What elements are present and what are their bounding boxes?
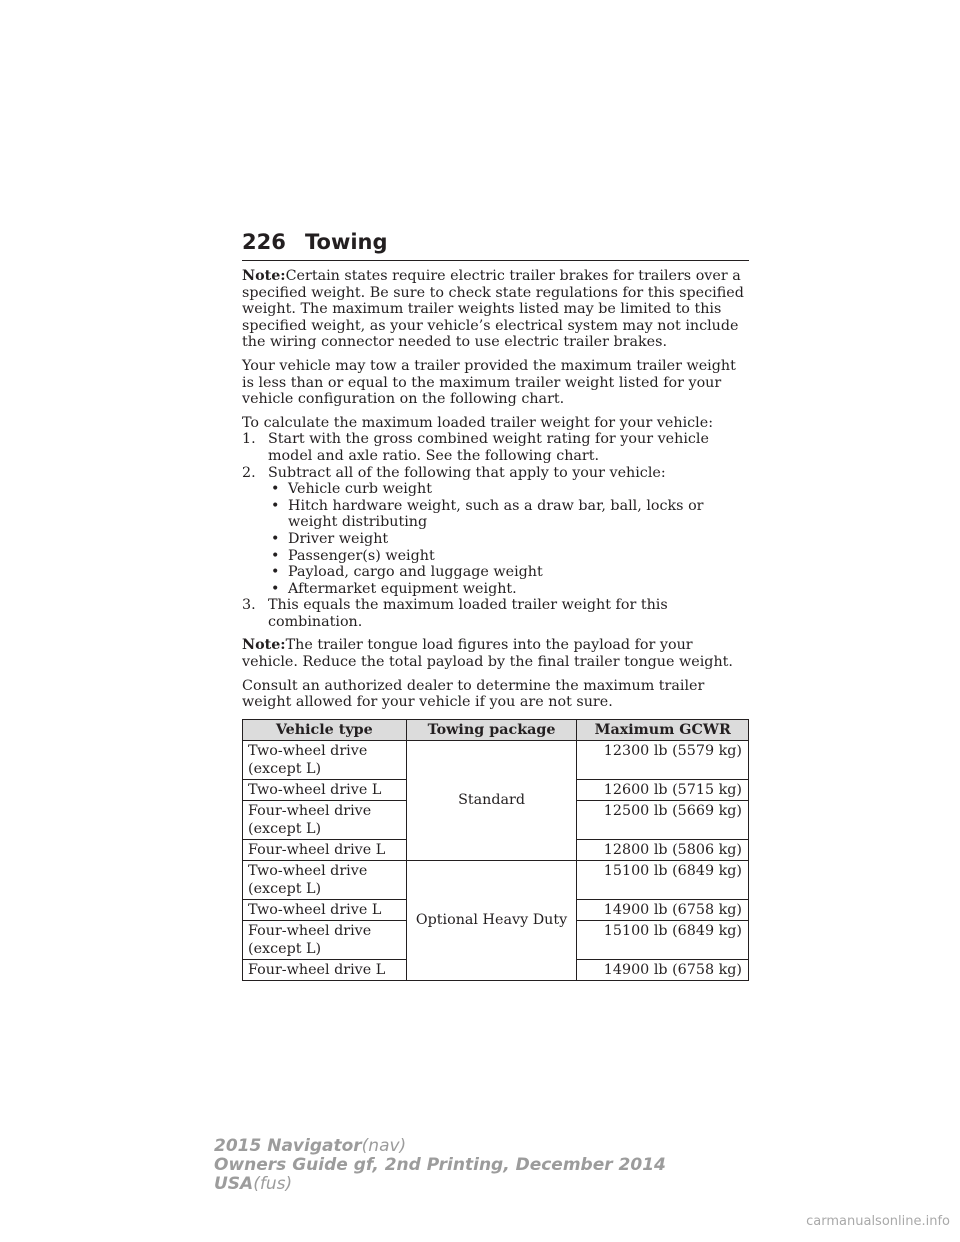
section-title: Towing xyxy=(305,230,388,254)
tow-paragraph: Your vehicle may tow a trailer provided the maximum trailer weight is less than or equal to the maximum trailer weight listed for your vehicle configuration on the following chart. xyxy=(242,357,736,408)
col-header-vehicle-type: Vehicle type xyxy=(243,719,407,740)
bullet-text: Hitch hardware weight, such as a draw bar, ball, locks or weight distributing xyxy=(288,497,704,531)
note-label: Note: xyxy=(242,637,286,654)
bullet-icon: • xyxy=(271,547,280,564)
footer-line-guide: Owners Guide gf, 2nd Printing, December 2014 xyxy=(214,1155,666,1175)
vehicle-type-cell: Two-wheel drive (except L) xyxy=(243,740,407,779)
towing-package-cell: Standard xyxy=(406,740,577,860)
list-item xyxy=(268,581,749,598)
note-label: Note: xyxy=(242,268,286,284)
bullet-icon: • xyxy=(271,580,280,597)
step-item xyxy=(242,431,749,464)
footer-model-code: (nav) xyxy=(361,1136,407,1156)
gcwr-table xyxy=(242,719,749,981)
footer-model: 2015 Navigator xyxy=(214,1136,362,1156)
gcwr-cell: 12600 lb (5715 kg) xyxy=(577,779,749,800)
step-item xyxy=(242,597,749,630)
gcwr-cell: 12500 lb (5669 kg) xyxy=(577,800,749,839)
gcwr-cell: 12800 lb (5806 kg) xyxy=(577,839,749,860)
vehicle-type-cell: Two-wheel drive (except L) xyxy=(243,860,407,899)
vehicle-type-cell: Four-wheel drive (except L) xyxy=(243,800,407,839)
vehicle-type-cell: Two-wheel drive L xyxy=(243,899,407,920)
note-text: Certain states require electric trailer brakes for trailers over a specified weight. Be sure to check state regulations for this specified weight. The maximum trailer weights listed may be limited to this specified weight, as your vehicle’s electrical system may not include the wiring connector needed to use electric trailer brakes. xyxy=(242,268,744,351)
footer-line-model xyxy=(214,1137,666,1156)
page-header xyxy=(242,228,749,261)
bullet-text: Vehicle curb weight xyxy=(288,481,432,498)
page-content xyxy=(242,268,749,981)
gcwr-cell: 12300 lb (5579 kg) xyxy=(577,740,749,779)
footer-market: USA xyxy=(214,1174,254,1194)
watermark: carmanualsonline.info xyxy=(806,1214,950,1229)
col-header-max-gcwr: Maximum GCWR xyxy=(577,719,749,740)
list-item xyxy=(268,564,749,581)
note-text: The trailer tongue load figures into the payload for your vehicle. Reduce the total payload by the final trailer tongue weight. xyxy=(242,637,733,671)
step-number: 2. xyxy=(242,464,256,481)
gcwr-cell: 14900 lb (6758 kg) xyxy=(577,899,749,920)
bullet-text: Aftermarket equipment weight. xyxy=(288,580,517,597)
step-number: 1. xyxy=(242,431,256,448)
table-row xyxy=(243,740,749,779)
gcwr-cell: 14900 lb (6758 kg) xyxy=(577,959,749,980)
list-item xyxy=(268,531,749,548)
list-item xyxy=(268,498,749,531)
note-electric-brakes xyxy=(242,268,749,351)
calc-intro: To calculate the maximum loaded trailer weight for your vehicle: xyxy=(242,414,714,431)
vehicle-type-cell: Four-wheel drive (except L) xyxy=(243,920,407,959)
vehicle-type-cell: Two-wheel drive L xyxy=(243,779,407,800)
step-item xyxy=(242,465,749,598)
vehicle-type-cell: Four-wheel drive L xyxy=(243,839,407,860)
bullet-text: Payload, cargo and luggage weight xyxy=(288,564,543,581)
table-header-row xyxy=(243,719,749,740)
bullet-icon: • xyxy=(271,564,280,581)
gcwr-cell: 15100 lb (6849 kg) xyxy=(577,920,749,959)
page-footer xyxy=(214,1137,666,1194)
gcwr-cell: 15100 lb (6849 kg) xyxy=(577,860,749,899)
bullet-text: Driver weight xyxy=(288,530,389,547)
calc-steps xyxy=(242,431,749,630)
list-item xyxy=(268,548,749,565)
towing-package-cell: Optional Heavy Duty xyxy=(406,860,577,980)
consult-paragraph: Consult an authorized dealer to determine the maximum trailer weight allowed for your vehicle if you are not sure. xyxy=(242,677,705,711)
col-header-towing-package: Towing package xyxy=(406,719,577,740)
footer-market-code: (fus) xyxy=(253,1174,293,1194)
table-row xyxy=(243,860,749,899)
list-item xyxy=(268,481,749,498)
subtract-list xyxy=(268,481,749,597)
bullet-icon: • xyxy=(271,481,280,498)
step-number: 3. xyxy=(242,597,256,614)
bullet-text: Passenger(s) weight xyxy=(288,547,435,564)
vehicle-type-cell: Four-wheel drive L xyxy=(243,959,407,980)
footer-line-market xyxy=(214,1175,666,1194)
bullet-icon: • xyxy=(271,497,280,514)
step-text: Subtract all of the following that apply to your vehicle: xyxy=(268,464,666,481)
bullet-icon: • xyxy=(271,530,280,547)
step-text: This equals the maximum loaded trailer weight for this combination. xyxy=(268,597,668,630)
page-number: 226 xyxy=(242,230,286,254)
step-text: Start with the gross combined weight rating for your vehicle model and axle ratio. See the following chart. xyxy=(268,431,709,464)
note-tongue-load xyxy=(242,637,749,670)
